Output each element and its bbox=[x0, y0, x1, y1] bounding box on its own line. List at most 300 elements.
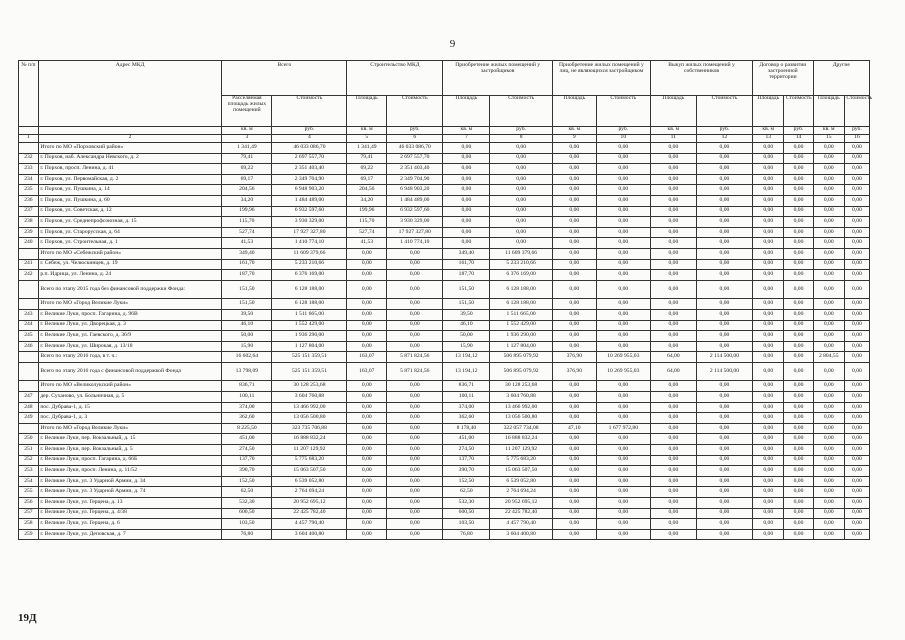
value-cell: 0,00 bbox=[650, 331, 696, 342]
value-cell: 0,00 bbox=[813, 445, 844, 456]
value-cell: 0,00 bbox=[347, 487, 387, 498]
value-cell: 0,00 bbox=[696, 508, 752, 519]
value-cell: 0,00 bbox=[596, 455, 650, 466]
row-number: 249 bbox=[19, 413, 39, 424]
value-cell: 532,30 bbox=[222, 498, 272, 509]
value-cell: 0,00 bbox=[552, 476, 596, 487]
row-address: г. Порхов, ул. Среднепрофсоюзная, д. 15 bbox=[38, 217, 222, 228]
value-cell: 0,00 bbox=[387, 455, 443, 466]
value-cell: 0,00 bbox=[844, 309, 869, 320]
row-address: г. Великие Луки, ул. 3 Ударной Армии, д. 74 bbox=[38, 487, 222, 498]
value-cell: 0,00 bbox=[844, 402, 869, 413]
value-cell: 0,00 bbox=[813, 423, 844, 434]
value-cell: 0,00 bbox=[784, 362, 813, 381]
value-cell: 0,00 bbox=[784, 185, 813, 196]
value-cell: 0,00 bbox=[650, 238, 696, 249]
value-cell: 6 376 169,00 bbox=[272, 270, 347, 281]
value-cell: 62,50 bbox=[443, 487, 490, 498]
value-cell: 11 609 379,66 bbox=[272, 248, 347, 259]
value-cell: 11 207 129,92 bbox=[490, 445, 553, 456]
value-cell: 0,00 bbox=[650, 381, 696, 392]
value-cell: 376,90 bbox=[552, 352, 596, 363]
value-cell: 0,00 bbox=[387, 487, 443, 498]
header-number: № п/п bbox=[19, 61, 39, 127]
header-row-units bbox=[19, 127, 870, 135]
subheader-cell: Стоимость bbox=[490, 96, 553, 127]
value-cell: 0,00 bbox=[443, 164, 490, 175]
value-cell: 0,00 bbox=[784, 352, 813, 363]
value-cell: 0,00 bbox=[490, 217, 553, 228]
value-cell: 0,00 bbox=[813, 299, 844, 310]
value-cell: 0,00 bbox=[813, 413, 844, 424]
value-cell: 0,00 bbox=[347, 466, 387, 477]
value-cell: 0,00 bbox=[784, 529, 813, 540]
unit-cell: руб. bbox=[784, 127, 813, 135]
value-cell: 0,00 bbox=[784, 381, 813, 392]
value-cell: 0,00 bbox=[596, 529, 650, 540]
value-cell: 0,00 bbox=[813, 143, 844, 154]
value-cell: 0,00 bbox=[784, 238, 813, 249]
unit-cell: руб. bbox=[596, 127, 650, 135]
value-cell: 0,00 bbox=[696, 392, 752, 403]
value-cell: 0,00 bbox=[596, 299, 650, 310]
value-cell: 0,00 bbox=[813, 174, 844, 185]
value-cell: 1 677 972,80 bbox=[596, 423, 650, 434]
value-cell: 527,74 bbox=[222, 227, 272, 238]
value-cell: 0,00 bbox=[784, 320, 813, 331]
value-cell: 0,00 bbox=[347, 423, 387, 434]
value-cell: 0,00 bbox=[347, 280, 387, 299]
value-cell: 41,53 bbox=[222, 238, 272, 249]
row-address: г. Великие Луки, ул. Дворецкая, д. 3 bbox=[38, 320, 222, 331]
value-cell: 0,00 bbox=[443, 238, 490, 249]
unit-cell: руб. bbox=[696, 127, 752, 135]
value-cell: 0,00 bbox=[696, 153, 752, 164]
value-cell: 0,00 bbox=[552, 392, 596, 403]
value-cell: 0,00 bbox=[696, 455, 752, 466]
value-cell: 0,00 bbox=[387, 248, 443, 259]
table-row bbox=[19, 217, 870, 228]
table-row bbox=[19, 519, 870, 530]
row-number: 239 bbox=[19, 227, 39, 238]
value-cell: 0,00 bbox=[696, 498, 752, 509]
row-number: 245 bbox=[19, 331, 39, 342]
value-cell: 0,00 bbox=[753, 248, 784, 259]
value-cell: 0,00 bbox=[650, 248, 696, 259]
value-cell: 0,00 bbox=[844, 476, 869, 487]
value-cell: 0,00 bbox=[347, 402, 387, 413]
value-cell: 1 936 290,00 bbox=[490, 331, 553, 342]
value-cell: 13 194,12 bbox=[443, 362, 490, 381]
value-cell: 0,00 bbox=[753, 476, 784, 487]
table-row bbox=[19, 498, 870, 509]
value-cell: 199,96 bbox=[347, 206, 387, 217]
row-number: 242 bbox=[19, 270, 39, 281]
value-cell: 0,00 bbox=[347, 320, 387, 331]
table-row bbox=[19, 466, 870, 477]
value-cell: 0,00 bbox=[552, 341, 596, 352]
value-cell: 0,00 bbox=[552, 413, 596, 424]
value-cell: 0,00 bbox=[552, 270, 596, 281]
value-cell: 0,00 bbox=[753, 434, 784, 445]
row-number: 254 bbox=[19, 476, 39, 487]
value-cell: 0,00 bbox=[813, 309, 844, 320]
value-cell: 0,00 bbox=[844, 320, 869, 331]
value-cell: 0,00 bbox=[347, 259, 387, 270]
row-address: г. Порхов, просп. Ленина, д. 41 bbox=[38, 164, 222, 175]
column-number-cell: 8 bbox=[490, 135, 553, 143]
value-cell: 5 871 824,56 bbox=[387, 352, 443, 363]
value-cell: 0,00 bbox=[552, 238, 596, 249]
value-cell: 0,00 bbox=[844, 206, 869, 217]
value-cell: 0,00 bbox=[784, 164, 813, 175]
value-cell: 0,00 bbox=[650, 206, 696, 217]
value-cell: 390,70 bbox=[443, 466, 490, 477]
value-cell: 46 033 086,70 bbox=[272, 143, 347, 154]
value-cell: 0,00 bbox=[650, 320, 696, 331]
value-cell: 0,00 bbox=[387, 331, 443, 342]
table-row bbox=[19, 381, 870, 392]
value-cell: 0,00 bbox=[753, 238, 784, 249]
value-cell: 0,00 bbox=[696, 238, 752, 249]
value-cell: 0,00 bbox=[552, 143, 596, 154]
value-cell: 0,00 bbox=[784, 195, 813, 206]
value-cell: 100,11 bbox=[443, 392, 490, 403]
table-row bbox=[19, 402, 870, 413]
value-cell: 1 511 665,00 bbox=[490, 309, 553, 320]
value-cell: 0,00 bbox=[813, 341, 844, 352]
value-cell: 0,00 bbox=[552, 487, 596, 498]
row-number: 252 bbox=[19, 455, 39, 466]
value-cell: 0,00 bbox=[696, 270, 752, 281]
column-number-cell: 11 bbox=[650, 135, 696, 143]
value-cell: 0,00 bbox=[387, 529, 443, 540]
value-cell: 0,00 bbox=[552, 508, 596, 519]
value-cell: 0,00 bbox=[650, 402, 696, 413]
value-cell: 0,00 bbox=[784, 413, 813, 424]
value-cell: 349,40 bbox=[222, 248, 272, 259]
value-cell: 362,60 bbox=[443, 413, 490, 424]
value-cell: 0,00 bbox=[552, 331, 596, 342]
row-address: г. Великие Луки, просп. Гагарина, д. 66Б bbox=[38, 455, 222, 466]
value-cell: 4 457 790,40 bbox=[272, 519, 347, 530]
value-cell: 4 457 790,40 bbox=[490, 519, 553, 530]
value-cell: 0,00 bbox=[347, 309, 387, 320]
value-cell: 0,00 bbox=[650, 195, 696, 206]
row-address: пос. Дубрава-1, д. 15 bbox=[38, 402, 222, 413]
value-cell: 0,00 bbox=[596, 174, 650, 185]
value-cell: 34,20 bbox=[347, 195, 387, 206]
row-number bbox=[19, 248, 39, 259]
value-cell: 0,00 bbox=[844, 434, 869, 445]
value-cell: 2 804,55 bbox=[813, 352, 844, 363]
row-address: Всего по этапу 2015 года без финансовой поддержки Фонда: bbox=[38, 280, 222, 299]
value-cell: 0,00 bbox=[753, 352, 784, 363]
row-address: р.п. Идрица, ул. Ленина, д. 24 bbox=[38, 270, 222, 281]
value-cell: 0,00 bbox=[552, 498, 596, 509]
value-cell: 0,00 bbox=[552, 529, 596, 540]
value-cell: 0,00 bbox=[490, 195, 553, 206]
value-cell: 0,00 bbox=[552, 445, 596, 456]
value-cell: 3 604 760,88 bbox=[490, 392, 553, 403]
value-cell: 0,00 bbox=[650, 153, 696, 164]
value-cell: 0,00 bbox=[650, 508, 696, 519]
value-cell: 0,00 bbox=[813, 206, 844, 217]
value-cell: 0,00 bbox=[784, 402, 813, 413]
subheader-cell: Площадь bbox=[347, 96, 387, 127]
subheader-cell: Стоимость bbox=[696, 96, 752, 127]
value-cell: 187,70 bbox=[443, 270, 490, 281]
table-row bbox=[19, 529, 870, 540]
value-cell: 5 775 683,20 bbox=[490, 455, 553, 466]
column-number-cell: 16 bbox=[844, 135, 869, 143]
value-cell: 0,00 bbox=[387, 423, 443, 434]
header-row-numbers bbox=[19, 135, 870, 143]
value-cell: 374,00 bbox=[222, 402, 272, 413]
value-cell: 0,00 bbox=[552, 259, 596, 270]
value-cell: 0,00 bbox=[596, 270, 650, 281]
value-cell: 0,00 bbox=[387, 413, 443, 424]
value-cell: 6 948 903,20 bbox=[387, 185, 443, 196]
unit-cell: кв. м bbox=[443, 127, 490, 135]
value-cell: 79,41 bbox=[222, 153, 272, 164]
row-number: 232 bbox=[19, 153, 39, 164]
row-number: 236 bbox=[19, 195, 39, 206]
unit-cell: кв. м bbox=[753, 127, 784, 135]
value-cell: 0,00 bbox=[650, 487, 696, 498]
row-address: г. Порхов, ул. Строительная, д. 1 bbox=[38, 238, 222, 249]
value-cell: 0,00 bbox=[347, 341, 387, 352]
value-cell: 0,00 bbox=[596, 185, 650, 196]
value-cell: 50,00 bbox=[222, 331, 272, 342]
value-cell: 3 930 329,00 bbox=[272, 217, 347, 228]
value-cell: 0,00 bbox=[813, 529, 844, 540]
value-cell: 0,00 bbox=[844, 185, 869, 196]
subheader-cell: Стоимость bbox=[844, 96, 869, 127]
unit-cell: руб. bbox=[490, 127, 553, 135]
value-cell: 152,50 bbox=[222, 476, 272, 487]
value-cell: 0,00 bbox=[596, 381, 650, 392]
value-cell: 0,00 bbox=[696, 331, 752, 342]
value-cell: 34,20 bbox=[222, 195, 272, 206]
value-cell: 0,00 bbox=[813, 280, 844, 299]
value-cell: 0,00 bbox=[387, 270, 443, 281]
value-cell: 0,00 bbox=[813, 362, 844, 381]
value-cell: 161,70 bbox=[443, 259, 490, 270]
value-cell: 0,00 bbox=[753, 280, 784, 299]
subheader-cell: Площадь bbox=[552, 96, 596, 127]
value-cell: 1 511 665,00 bbox=[272, 309, 347, 320]
value-cell: 0,00 bbox=[552, 466, 596, 477]
row-number: 237 bbox=[19, 206, 39, 217]
value-cell: 0,00 bbox=[552, 402, 596, 413]
value-cell: 0,00 bbox=[596, 445, 650, 456]
page-number: 9 bbox=[449, 38, 456, 50]
value-cell: 47,10 bbox=[552, 423, 596, 434]
value-cell: 0,00 bbox=[490, 143, 553, 154]
table-row bbox=[19, 331, 870, 342]
value-cell: 0,00 bbox=[552, 206, 596, 217]
row-address: г. Великие Луки, пер. Вокзальный, д. 15 bbox=[38, 434, 222, 445]
value-cell: 8 225,50 bbox=[222, 423, 272, 434]
table-row bbox=[19, 423, 870, 434]
value-cell: 1 484 489,00 bbox=[387, 195, 443, 206]
value-cell: 2 697 557,70 bbox=[272, 153, 347, 164]
value-cell: 0,00 bbox=[596, 238, 650, 249]
header-address: Адрес МКД bbox=[38, 61, 222, 127]
value-cell: 0,00 bbox=[650, 341, 696, 352]
unit-cell: руб. bbox=[387, 127, 443, 135]
value-cell: 0,00 bbox=[844, 331, 869, 342]
value-cell: 2 349 704,90 bbox=[272, 174, 347, 185]
value-cell: 0,00 bbox=[813, 320, 844, 331]
value-cell: 13 056 500,80 bbox=[272, 413, 347, 424]
value-cell: 0,00 bbox=[347, 529, 387, 540]
value-cell: 451,00 bbox=[443, 434, 490, 445]
value-cell: 0,00 bbox=[784, 143, 813, 154]
value-cell: 5 233 210,66 bbox=[490, 259, 553, 270]
row-number: 255 bbox=[19, 487, 39, 498]
value-cell: 0,00 bbox=[753, 320, 784, 331]
value-cell: 0,00 bbox=[753, 508, 784, 519]
value-cell: 0,00 bbox=[387, 508, 443, 519]
value-cell: 39,50 bbox=[443, 309, 490, 320]
value-cell: 8 178,40 bbox=[443, 423, 490, 434]
value-cell: 161,70 bbox=[222, 259, 272, 270]
value-cell: 0,00 bbox=[753, 487, 784, 498]
value-cell: 0,00 bbox=[844, 392, 869, 403]
row-number: 251 bbox=[19, 445, 39, 456]
value-cell: 2 351 403,40 bbox=[272, 164, 347, 175]
value-cell: 0,00 bbox=[596, 153, 650, 164]
value-cell: 0,00 bbox=[844, 413, 869, 424]
row-address: г. Порхов, ул. Первомайская, д. 2 bbox=[38, 174, 222, 185]
value-cell: 0,00 bbox=[844, 455, 869, 466]
row-number: 233 bbox=[19, 164, 39, 175]
value-cell: 0,00 bbox=[784, 280, 813, 299]
value-cell: 0,00 bbox=[696, 402, 752, 413]
value-cell: 0,00 bbox=[596, 476, 650, 487]
value-cell: 0,00 bbox=[387, 519, 443, 530]
value-cell: 0,00 bbox=[443, 153, 490, 164]
value-cell: 0,00 bbox=[490, 164, 553, 175]
value-cell: 0,00 bbox=[753, 362, 784, 381]
value-cell: 0,00 bbox=[844, 238, 869, 249]
table-body bbox=[19, 143, 870, 540]
value-cell: 600,50 bbox=[222, 508, 272, 519]
value-cell: 0,00 bbox=[696, 174, 752, 185]
value-cell: 0,00 bbox=[596, 413, 650, 424]
value-cell: 0,00 bbox=[650, 299, 696, 310]
value-cell: 0,00 bbox=[784, 309, 813, 320]
row-address: Всего по этапу 2016 года с финансовой поддержкой Фонда bbox=[38, 362, 222, 381]
row-number bbox=[19, 352, 39, 363]
value-cell: 0,00 bbox=[596, 259, 650, 270]
value-cell: 46 033 086,70 bbox=[387, 143, 443, 154]
value-cell: 362,60 bbox=[222, 413, 272, 424]
value-cell: 0,00 bbox=[552, 227, 596, 238]
value-cell: 0,00 bbox=[596, 508, 650, 519]
value-cell: 1 127 804,00 bbox=[490, 341, 553, 352]
column-number-cell: 7 bbox=[443, 135, 490, 143]
header-acquisition-non-developers: Приобретение жилых помещений у лиц, не являющихся застройщиком bbox=[552, 61, 650, 96]
value-cell: 0,00 bbox=[387, 259, 443, 270]
value-cell: 506 895 079,92 bbox=[490, 352, 553, 363]
value-cell: 76,80 bbox=[222, 529, 272, 540]
table-row bbox=[19, 227, 870, 238]
row-number: 257 bbox=[19, 508, 39, 519]
value-cell: 0,00 bbox=[552, 248, 596, 259]
value-cell: 0,00 bbox=[784, 487, 813, 498]
value-cell: 0,00 bbox=[844, 195, 869, 206]
value-cell: 204,56 bbox=[222, 185, 272, 196]
row-address: дер. Суханово, ул. Больничная, д. 5 bbox=[38, 392, 222, 403]
value-cell: 0,00 bbox=[596, 331, 650, 342]
subheader-cell: Стоимость bbox=[784, 96, 813, 127]
table-row bbox=[19, 362, 870, 381]
value-cell: 0,00 bbox=[753, 143, 784, 154]
column-number-cell: 9 bbox=[552, 135, 596, 143]
value-cell: 322 057 734,08 bbox=[490, 423, 553, 434]
value-cell: 0,00 bbox=[347, 498, 387, 509]
value-cell: 0,00 bbox=[443, 206, 490, 217]
value-cell: 0,00 bbox=[844, 174, 869, 185]
value-cell: 527,74 bbox=[347, 227, 387, 238]
value-cell: 0,00 bbox=[596, 392, 650, 403]
value-cell: 0,00 bbox=[596, 487, 650, 498]
value-cell: 3 604 400,80 bbox=[272, 529, 347, 540]
table-row bbox=[19, 185, 870, 196]
value-cell: 2 114 500,00 bbox=[696, 352, 752, 363]
value-cell: 506 895 079,92 bbox=[490, 362, 553, 381]
value-cell: 0,00 bbox=[844, 217, 869, 228]
value-cell: 0,00 bbox=[552, 299, 596, 310]
value-cell: 0,00 bbox=[552, 455, 596, 466]
column-number-cell: 10 bbox=[596, 135, 650, 143]
value-cell: 0,00 bbox=[844, 153, 869, 164]
value-cell: 137,70 bbox=[443, 455, 490, 466]
value-cell: 22 425 782,40 bbox=[272, 508, 347, 519]
value-cell: 46,10 bbox=[443, 320, 490, 331]
row-address: Всего по этапу 2016 года, в т. ч.: bbox=[38, 352, 222, 363]
table-row bbox=[19, 320, 870, 331]
value-cell: 0,00 bbox=[813, 164, 844, 175]
resettlement-table bbox=[18, 60, 873, 540]
value-cell: 0,00 bbox=[696, 487, 752, 498]
value-cell: 0,00 bbox=[813, 270, 844, 281]
value-cell: 0,00 bbox=[387, 309, 443, 320]
value-cell: 11 207 129,92 bbox=[272, 445, 347, 456]
row-address: г. Великие Луки, ул. Герцена, д. 13 bbox=[38, 498, 222, 509]
value-cell: 6 539 052,80 bbox=[490, 476, 553, 487]
unit-cell: кв. м bbox=[552, 127, 596, 135]
value-cell: 0,00 bbox=[387, 299, 443, 310]
value-cell: 0,00 bbox=[813, 519, 844, 530]
value-cell: 0,00 bbox=[844, 352, 869, 363]
value-cell: 6 539 052,80 bbox=[272, 476, 347, 487]
value-cell: 0,00 bbox=[753, 498, 784, 509]
table-row bbox=[19, 259, 870, 270]
value-cell: 11 609 379,66 bbox=[490, 248, 553, 259]
value-cell: 0,00 bbox=[596, 434, 650, 445]
value-cell: 64,00 bbox=[650, 362, 696, 381]
value-cell: 6 932 597,60 bbox=[272, 206, 347, 217]
value-cell: 0,00 bbox=[753, 381, 784, 392]
value-cell: 0,00 bbox=[753, 217, 784, 228]
value-cell: 2 697 557,70 bbox=[387, 153, 443, 164]
value-cell: 69,17 bbox=[222, 174, 272, 185]
subheader-cell: Стоимость bbox=[272, 96, 347, 127]
